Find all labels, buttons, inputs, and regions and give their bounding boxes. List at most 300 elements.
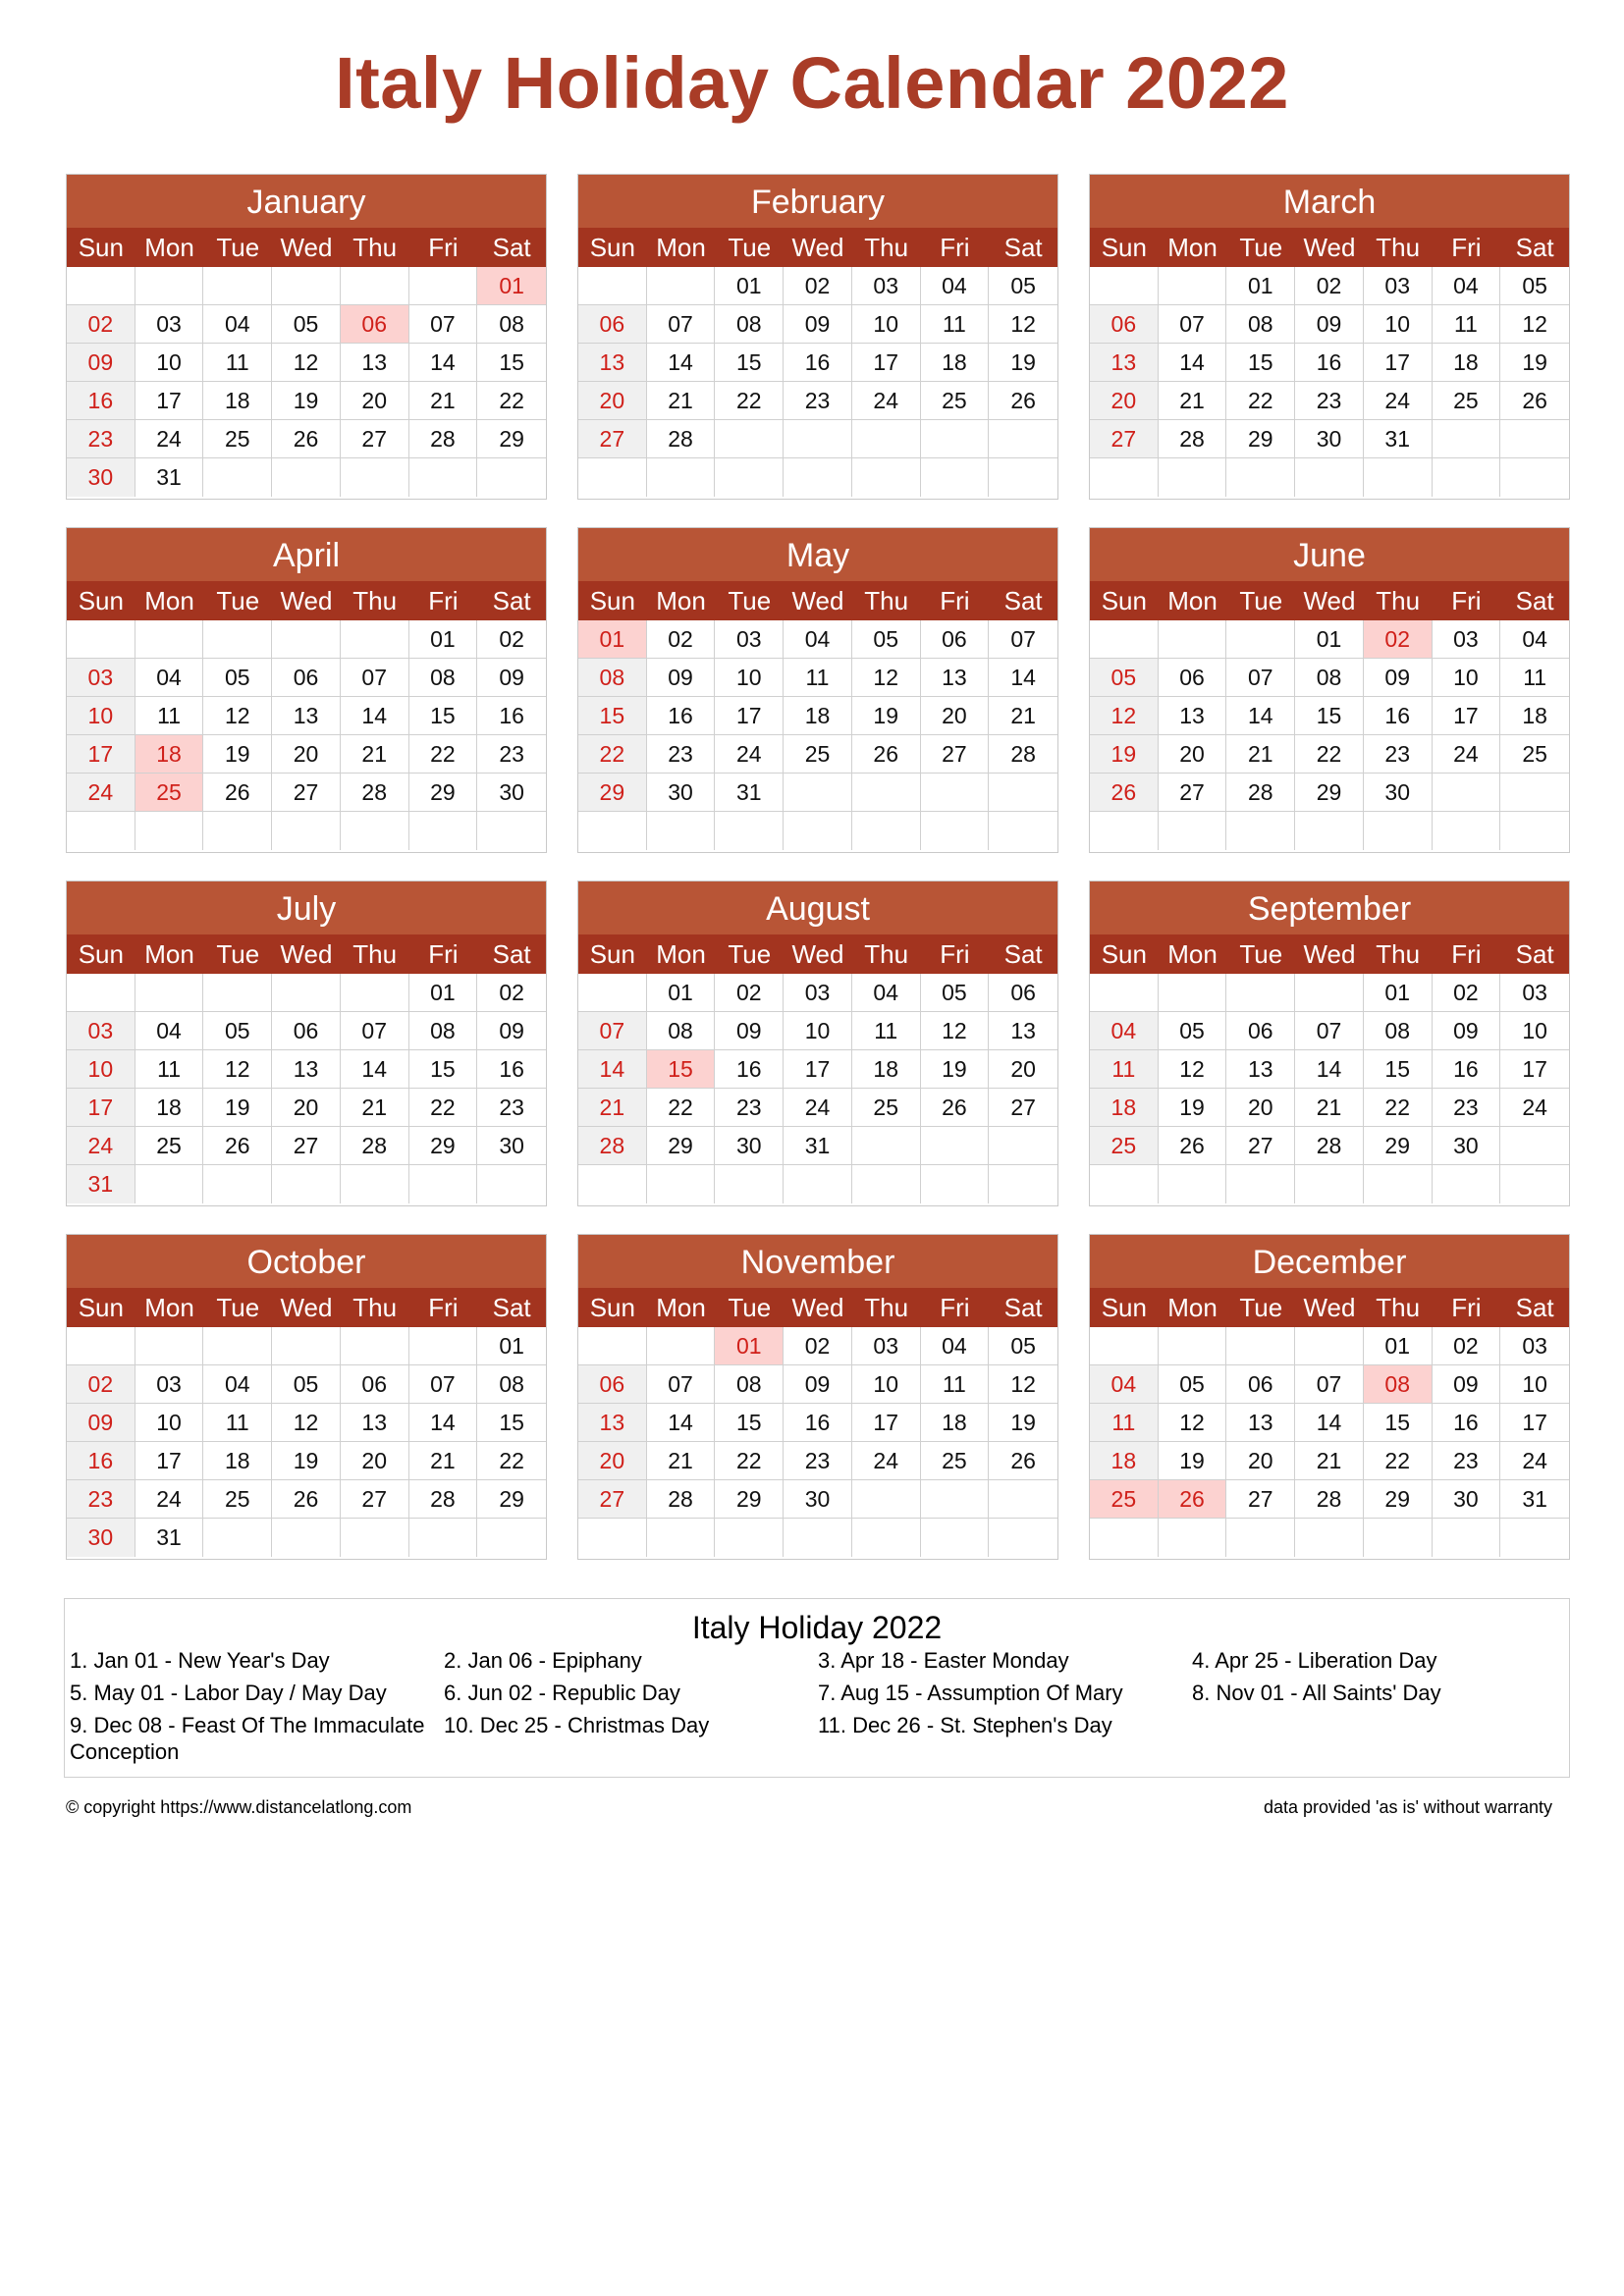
empty-cell — [1295, 812, 1364, 850]
empty-cell — [715, 1519, 784, 1557]
weekday-label: Wed — [1303, 939, 1356, 969]
day-cell: 10 — [67, 1050, 135, 1089]
day-cell: 20 — [1226, 1089, 1295, 1127]
weekday-label: Thu — [1376, 586, 1421, 615]
day-cell: 09 — [1364, 659, 1433, 697]
day-cell: 02 — [1433, 974, 1501, 1012]
holiday-legend — [64, 1598, 1570, 1778]
day-cell: 13 — [1090, 344, 1159, 382]
day-cell: 12 — [1090, 697, 1159, 735]
day-cell: 08 — [1364, 1365, 1433, 1404]
day-cell: 03 — [135, 1365, 204, 1404]
day-cell: 13 — [921, 659, 990, 697]
empty-cell — [1226, 974, 1295, 1012]
day-cell: 17 — [784, 1050, 852, 1089]
day-cell: 24 — [1500, 1442, 1569, 1480]
day-cell: 17 — [67, 1089, 135, 1127]
day-cell: 26 — [1500, 382, 1569, 420]
empty-cell — [578, 1165, 647, 1203]
day-cell: 22 — [1295, 735, 1364, 774]
day-cell: 19 — [1159, 1089, 1227, 1127]
day-cell: 03 — [135, 305, 204, 344]
empty-cell — [852, 812, 921, 850]
day-cell: 20 — [272, 735, 341, 774]
weekday-label: Sat — [1515, 939, 1554, 969]
day-cell: 06 — [989, 974, 1057, 1012]
day-cell: 02 — [1295, 267, 1364, 305]
day-cell: 25 — [135, 774, 204, 812]
day-cell: 21 — [1159, 382, 1227, 420]
day-cell: 16 — [477, 697, 546, 735]
month-name: December — [1090, 1235, 1569, 1288]
day-cell: 09 — [784, 305, 852, 344]
empty-cell — [989, 458, 1057, 497]
day-cell: 12 — [1500, 305, 1569, 344]
day-cell: 06 — [272, 659, 341, 697]
empty-cell — [989, 1165, 1057, 1203]
day-cell: 13 — [1226, 1050, 1295, 1089]
empty-cell — [1364, 812, 1433, 850]
weekday-label: Tue — [216, 939, 260, 969]
day-grid — [578, 974, 1057, 1203]
day-cell: 19 — [1159, 1442, 1227, 1480]
day-cell: 09 — [1433, 1012, 1501, 1050]
empty-cell — [135, 1165, 204, 1203]
empty-cell — [989, 1480, 1057, 1519]
empty-cell — [647, 1327, 716, 1365]
empty-cell — [1500, 1127, 1569, 1165]
day-cell: 16 — [1364, 697, 1433, 735]
day-cell: 16 — [784, 1404, 852, 1442]
day-cell: 19 — [1090, 735, 1159, 774]
day-cell: 25 — [203, 420, 272, 458]
copyright-text: © copyright https://www.distancelatlong.com — [66, 1797, 412, 1817]
empty-cell — [1159, 458, 1227, 497]
day-cell: 04 — [1500, 620, 1569, 659]
day-cell: 29 — [409, 1127, 478, 1165]
day-cell: 06 — [578, 1365, 647, 1404]
day-cell: 02 — [647, 620, 716, 659]
empty-cell — [1226, 1327, 1295, 1365]
empty-cell — [341, 1327, 409, 1365]
weekday-label: Fri — [940, 939, 970, 969]
day-grid — [67, 1327, 546, 1557]
weekday-label: Sat — [492, 586, 531, 615]
empty-cell — [784, 420, 852, 458]
day-cell: 23 — [67, 1480, 135, 1519]
day-cell: 30 — [647, 774, 716, 812]
empty-cell — [715, 1165, 784, 1203]
weekday-label: Wed — [280, 1293, 333, 1322]
day-grid — [1090, 267, 1569, 497]
day-cell: 02 — [715, 974, 784, 1012]
weekday-label: Tue — [728, 233, 772, 262]
day-cell: 26 — [203, 774, 272, 812]
empty-cell — [477, 1519, 546, 1557]
empty-cell — [1364, 458, 1433, 497]
day-cell: 01 — [1226, 267, 1295, 305]
day-cell: 29 — [715, 1480, 784, 1519]
day-cell: 09 — [477, 659, 546, 697]
empty-cell — [921, 420, 990, 458]
day-cell: 11 — [1090, 1404, 1159, 1442]
day-cell: 16 — [1295, 344, 1364, 382]
empty-cell — [578, 974, 647, 1012]
day-cell: 14 — [1295, 1404, 1364, 1442]
day-cell: 02 — [477, 620, 546, 659]
weekday-label: Fri — [1451, 1293, 1482, 1322]
day-cell: 10 — [852, 1365, 921, 1404]
empty-cell — [1090, 458, 1159, 497]
day-cell: 26 — [1159, 1480, 1227, 1519]
weekday-header — [67, 581, 546, 620]
day-cell: 26 — [1090, 774, 1159, 812]
weekday-label: Sun — [1101, 939, 1147, 969]
day-cell: 12 — [852, 659, 921, 697]
day-cell: 30 — [67, 1519, 135, 1557]
day-cell: 10 — [784, 1012, 852, 1050]
month-november — [577, 1234, 1058, 1560]
day-cell: 10 — [1433, 659, 1501, 697]
day-cell: 17 — [1433, 697, 1501, 735]
day-cell: 20 — [272, 1089, 341, 1127]
holiday-legend-title: Italy Holiday 2022 — [691, 1610, 943, 1645]
day-cell: 26 — [989, 1442, 1057, 1480]
weekday-label: Wed — [280, 233, 333, 262]
weekday-label: Fri — [1451, 233, 1482, 262]
weekday-label: Thu — [1376, 1293, 1421, 1322]
day-grid — [578, 267, 1057, 497]
day-cell: 06 — [341, 1365, 409, 1404]
empty-cell — [715, 458, 784, 497]
day-cell: 01 — [409, 974, 478, 1012]
empty-cell — [578, 1327, 647, 1365]
day-cell: 27 — [272, 1127, 341, 1165]
day-cell: 09 — [67, 344, 135, 382]
empty-cell — [1295, 1519, 1364, 1557]
day-cell: 27 — [1226, 1480, 1295, 1519]
day-cell: 23 — [784, 382, 852, 420]
day-cell: 15 — [715, 1404, 784, 1442]
weekday-label: Thu — [352, 586, 398, 615]
day-cell: 21 — [341, 1089, 409, 1127]
day-cell: 11 — [1433, 305, 1501, 344]
empty-cell — [203, 267, 272, 305]
day-cell: 09 — [1295, 305, 1364, 344]
empty-cell — [715, 420, 784, 458]
day-cell: 21 — [1295, 1089, 1364, 1127]
day-cell: 28 — [409, 420, 478, 458]
day-cell: 01 — [1364, 974, 1433, 1012]
empty-cell — [1226, 1165, 1295, 1203]
empty-cell — [135, 267, 204, 305]
empty-cell — [1500, 812, 1569, 850]
day-cell: 27 — [341, 1480, 409, 1519]
empty-cell — [203, 458, 272, 497]
day-cell: 05 — [1159, 1365, 1227, 1404]
day-cell: 11 — [921, 1365, 990, 1404]
day-grid — [67, 974, 546, 1203]
day-cell: 28 — [1226, 774, 1295, 812]
day-cell: 13 — [989, 1012, 1057, 1050]
day-cell: 05 — [1090, 659, 1159, 697]
empty-cell — [921, 812, 990, 850]
empty-cell — [341, 1165, 409, 1203]
day-cell: 11 — [784, 659, 852, 697]
weekday-label: Fri — [940, 1293, 970, 1322]
day-cell: 17 — [852, 1404, 921, 1442]
day-cell: 22 — [715, 382, 784, 420]
day-cell: 21 — [409, 382, 478, 420]
month-january — [66, 174, 547, 500]
day-cell: 25 — [852, 1089, 921, 1127]
day-cell: 12 — [1159, 1050, 1227, 1089]
day-cell: 13 — [1159, 697, 1227, 735]
day-cell: 05 — [203, 1012, 272, 1050]
day-cell: 24 — [852, 382, 921, 420]
day-cell: 18 — [1500, 697, 1569, 735]
day-cell: 09 — [715, 1012, 784, 1050]
day-cell: 01 — [477, 1327, 546, 1365]
empty-cell — [341, 812, 409, 850]
empty-cell — [1295, 1327, 1364, 1365]
month-name: February — [578, 175, 1057, 228]
day-cell: 12 — [203, 1050, 272, 1089]
empty-cell — [852, 1480, 921, 1519]
empty-cell — [1090, 620, 1159, 659]
day-cell: 03 — [852, 267, 921, 305]
day-cell: 16 — [67, 382, 135, 420]
day-cell: 19 — [272, 1442, 341, 1480]
day-cell: 07 — [578, 1012, 647, 1050]
day-cell: 07 — [341, 1012, 409, 1050]
day-cell: 11 — [852, 1012, 921, 1050]
day-cell: 03 — [715, 620, 784, 659]
day-cell: 18 — [852, 1050, 921, 1089]
day-cell: 05 — [272, 305, 341, 344]
empty-cell — [1364, 1165, 1433, 1203]
weekday-label: Fri — [428, 1293, 459, 1322]
empty-cell — [341, 267, 409, 305]
day-cell: 29 — [578, 774, 647, 812]
day-cell: 13 — [341, 1404, 409, 1442]
day-cell: 26 — [989, 382, 1057, 420]
empty-cell — [341, 458, 409, 497]
day-cell: 18 — [1090, 1089, 1159, 1127]
month-july — [66, 881, 547, 1206]
day-cell: 08 — [1295, 659, 1364, 697]
empty-cell — [1159, 1327, 1227, 1365]
empty-cell — [1226, 458, 1295, 497]
empty-cell — [203, 1327, 272, 1365]
weekday-label: Mon — [144, 1293, 194, 1322]
empty-cell — [989, 420, 1057, 458]
weekday-header — [1090, 1288, 1569, 1327]
day-cell: 30 — [477, 1127, 546, 1165]
day-cell: 02 — [477, 974, 546, 1012]
empty-cell — [1295, 974, 1364, 1012]
holiday-legend-item: 10. Dec 25 - Christmas Day — [444, 1713, 710, 1737]
weekday-header — [578, 1288, 1057, 1327]
empty-cell — [67, 267, 135, 305]
empty-cell — [341, 1519, 409, 1557]
empty-cell — [1159, 812, 1227, 850]
day-cell: 15 — [578, 697, 647, 735]
month-name: March — [1090, 175, 1569, 228]
empty-cell — [852, 1519, 921, 1557]
day-cell: 07 — [1159, 305, 1227, 344]
day-cell: 15 — [1364, 1050, 1433, 1089]
weekday-label: Tue — [1239, 586, 1283, 615]
empty-cell — [409, 1519, 478, 1557]
empty-cell — [272, 458, 341, 497]
empty-cell — [784, 458, 852, 497]
day-cell: 11 — [203, 344, 272, 382]
day-cell: 10 — [1500, 1012, 1569, 1050]
day-cell: 04 — [1433, 267, 1501, 305]
empty-cell — [1500, 1519, 1569, 1557]
weekday-label: Tue — [1239, 1293, 1283, 1322]
weekday-label: Thu — [864, 586, 909, 615]
day-cell: 28 — [647, 1480, 716, 1519]
day-cell: 15 — [647, 1050, 716, 1089]
day-cell: 29 — [1295, 774, 1364, 812]
day-cell: 23 — [1364, 735, 1433, 774]
disclaimer-text: data provided 'as is' without warranty — [1263, 1797, 1552, 1817]
empty-cell — [272, 1327, 341, 1365]
weekday-label: Wed — [1303, 233, 1356, 262]
day-cell: 14 — [647, 1404, 716, 1442]
weekday-label: Thu — [352, 1293, 398, 1322]
day-cell: 14 — [409, 344, 478, 382]
weekday-label: Mon — [656, 939, 706, 969]
day-cell: 14 — [341, 1050, 409, 1089]
day-cell: 30 — [1295, 420, 1364, 458]
day-cell: 05 — [203, 659, 272, 697]
day-cell: 29 — [1226, 420, 1295, 458]
day-cell: 28 — [1295, 1127, 1364, 1165]
day-cell: 23 — [715, 1089, 784, 1127]
day-cell: 04 — [203, 1365, 272, 1404]
empty-cell — [1159, 267, 1227, 305]
month-december — [1089, 1234, 1570, 1560]
weekday-label: Mon — [1167, 233, 1218, 262]
day-cell: 24 — [852, 1442, 921, 1480]
day-cell: 01 — [647, 974, 716, 1012]
day-grid — [67, 267, 546, 497]
empty-cell — [409, 267, 478, 305]
day-cell: 21 — [409, 1442, 478, 1480]
day-grid — [1090, 620, 1569, 850]
day-cell: 22 — [477, 1442, 546, 1480]
weekday-label: Mon — [1167, 586, 1218, 615]
day-cell: 06 — [1159, 659, 1227, 697]
day-cell: 31 — [67, 1165, 135, 1203]
empty-cell — [784, 1165, 852, 1203]
day-cell: 20 — [341, 382, 409, 420]
day-cell: 07 — [989, 620, 1057, 659]
empty-cell — [1433, 1165, 1501, 1203]
day-cell: 13 — [578, 1404, 647, 1442]
day-cell: 07 — [409, 1365, 478, 1404]
day-cell: 19 — [989, 1404, 1057, 1442]
weekday-label: Thu — [1376, 233, 1421, 262]
day-cell: 16 — [647, 697, 716, 735]
day-cell: 11 — [1090, 1050, 1159, 1089]
day-cell: 19 — [203, 735, 272, 774]
weekday-label: Sat — [1003, 1293, 1043, 1322]
month-name: September — [1090, 881, 1569, 934]
empty-cell — [1159, 1519, 1227, 1557]
day-cell: 13 — [272, 1050, 341, 1089]
weekday-label: Mon — [1167, 1293, 1218, 1322]
empty-cell — [1090, 1165, 1159, 1203]
day-cell: 18 — [203, 1442, 272, 1480]
weekday-label: Tue — [216, 233, 260, 262]
day-cell: 13 — [341, 344, 409, 382]
empty-cell — [989, 1519, 1057, 1557]
day-cell: 05 — [852, 620, 921, 659]
weekday-header — [578, 934, 1057, 974]
empty-cell — [1433, 420, 1501, 458]
empty-cell — [647, 1519, 716, 1557]
day-cell: 17 — [1500, 1050, 1569, 1089]
empty-cell — [1500, 458, 1569, 497]
weekday-label: Thu — [864, 233, 909, 262]
weekday-header — [578, 228, 1057, 267]
day-cell: 16 — [784, 344, 852, 382]
day-cell: 25 — [921, 1442, 990, 1480]
month-name: July — [67, 881, 546, 934]
day-cell: 03 — [1500, 1327, 1569, 1365]
day-cell: 09 — [67, 1404, 135, 1442]
weekday-label: Thu — [864, 939, 909, 969]
day-grid — [578, 1327, 1057, 1557]
day-cell: 18 — [921, 344, 990, 382]
day-cell: 03 — [1433, 620, 1501, 659]
day-cell: 22 — [409, 735, 478, 774]
day-cell: 03 — [852, 1327, 921, 1365]
weekday-label: Mon — [144, 939, 194, 969]
day-cell: 11 — [135, 697, 204, 735]
day-cell: 29 — [409, 774, 478, 812]
day-cell: 16 — [1433, 1404, 1501, 1442]
day-cell: 18 — [135, 1089, 204, 1127]
day-cell: 28 — [989, 735, 1057, 774]
month-name: June — [1090, 528, 1569, 581]
empty-cell — [67, 974, 135, 1012]
day-cell: 15 — [409, 697, 478, 735]
day-cell: 26 — [272, 1480, 341, 1519]
day-grid — [578, 620, 1057, 850]
empty-cell — [1500, 774, 1569, 812]
weekday-label: Wed — [1303, 1293, 1356, 1322]
empty-cell — [647, 812, 716, 850]
weekday-label: Sun — [78, 233, 124, 262]
empty-cell — [852, 1165, 921, 1203]
empty-cell — [1226, 812, 1295, 850]
day-cell: 31 — [1500, 1480, 1569, 1519]
empty-cell — [921, 458, 990, 497]
day-cell: 23 — [67, 420, 135, 458]
day-cell: 24 — [784, 1089, 852, 1127]
empty-cell — [989, 812, 1057, 850]
holiday-legend-list — [70, 1647, 1569, 1765]
months-grid — [66, 174, 1570, 1560]
day-cell: 29 — [1364, 1127, 1433, 1165]
day-cell: 06 — [272, 1012, 341, 1050]
empty-cell — [852, 458, 921, 497]
